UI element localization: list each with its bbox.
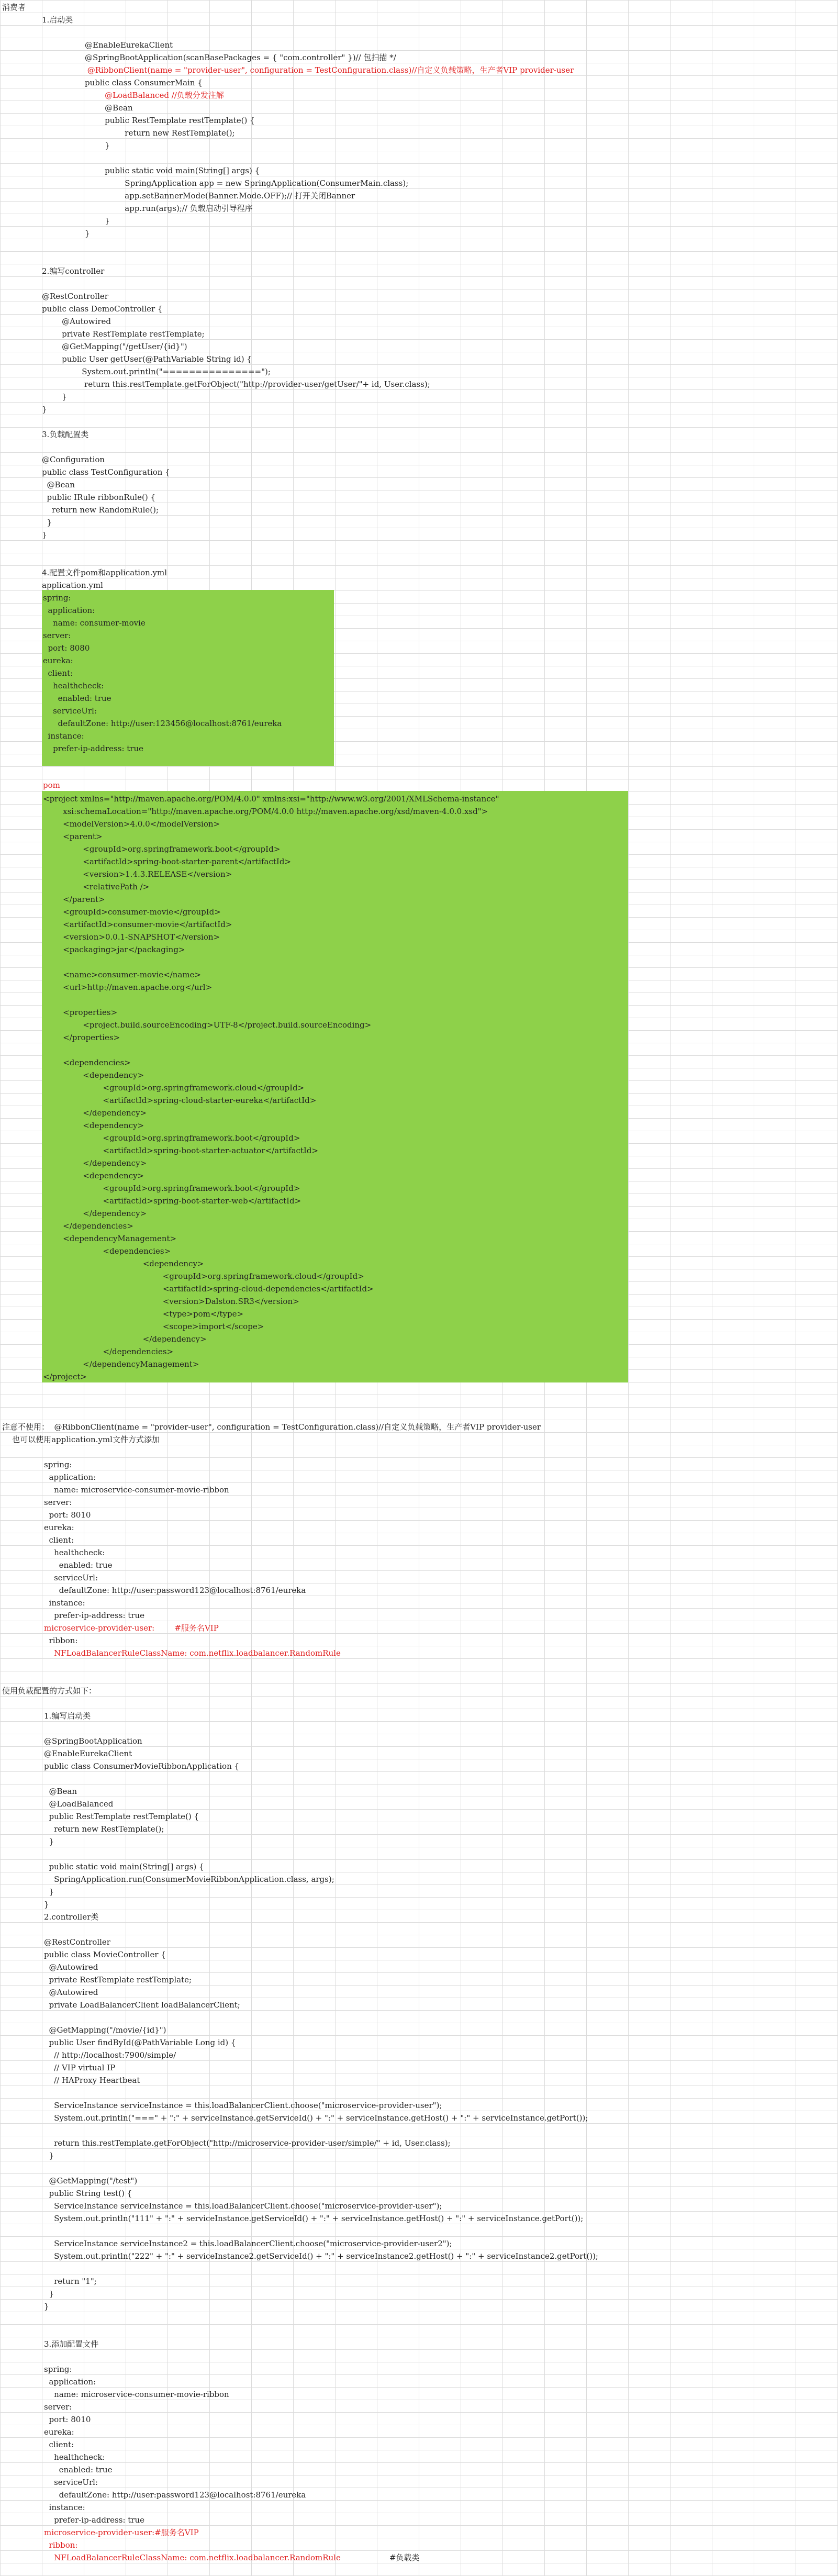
code-line: public class DemoController { (42, 304, 163, 314)
file-label: pom (43, 780, 60, 790)
yml-line: instance: (44, 2503, 85, 2512)
yml-line: defaultZone: http://user:password123@localhost:8761/eureka (44, 1586, 306, 1595)
code-line: @Autowired (44, 1988, 98, 1997)
yml-line: client: (43, 668, 73, 678)
code-line: @Autowired (42, 317, 111, 326)
pom-line: </parent> (43, 895, 105, 904)
code-line: public RestTemplate restTemplate() { (44, 1812, 199, 1821)
code-line: @LoadBalanced (44, 1799, 114, 1809)
code-line: public class ConsumerMain { (85, 78, 203, 87)
code-line: } (44, 1900, 49, 1909)
yml-line: port: 8010 (44, 1510, 91, 1520)
yml-line: name: microservice-consumer-movie-ribbon (44, 2390, 229, 2399)
code-line: public User findById(@PathVariable Long id) { (44, 2038, 236, 2047)
code-line: app.setBannerMode(Banner.Mode.OFF);// 打开关闭Banner (85, 191, 355, 200)
code-line: @GetMapping("/movie/{id}") (44, 2025, 166, 2035)
code-line: } (44, 2289, 54, 2299)
pom-line: <version>1.4.3.RELEASE</version> (43, 869, 232, 879)
yml-line: NFLoadBalancerRuleClassName: com.netflix.loadbalancer.RandomRule (44, 1648, 341, 1658)
yml-line: client: (44, 1535, 74, 1545)
code-line: } (42, 405, 47, 414)
code-line: @SpringBootApplication(scanBasePackages = { "com.controller" })// 包扫描 */ (85, 53, 396, 62)
yml-line: microservice-provider-user: #服务名VIP (44, 1623, 219, 1633)
code-line: return this.restTemplate.getForObject("http://provider-user/getUser/"+ id, User.class); (42, 380, 430, 389)
pom-line: </dependency> (43, 1158, 147, 1168)
code-line: } (85, 229, 90, 238)
pom-line: <dependency> (43, 1171, 144, 1180)
code-line: public class ConsumerMovieRibbonApplication { (44, 1761, 240, 1771)
yml-line: defaultZone: http://user:password123@localhost:8761/eureka (44, 2490, 306, 2500)
pom-line: <artifactId>consumer-movie</artifactId> (43, 920, 232, 929)
code-line: @SpringBootApplication (44, 1736, 142, 1746)
section-heading: 1.编写启动类 (44, 1711, 91, 1721)
pom-line: <artifactId>spring-cloud-dependencies</artifactId> (43, 1284, 374, 1293)
page-title: 消费者 (2, 3, 26, 12)
pom-line: </dependency> (43, 1209, 147, 1218)
code-line: @EnableEurekaClient (85, 40, 173, 50)
code-line: private RestTemplate restTemplate; (42, 329, 205, 339)
yml-line: name: microservice-consumer-movie-ribbon (44, 1485, 229, 1495)
code-line: // HAProxy Heartbeat (44, 2076, 140, 2085)
code-line: System.out.println("===" + ":" + serviceInstance.getServiceId() + ":" + serviceInstance.getHost() + ":" + serviceInstance.getPort()); (44, 2113, 588, 2123)
code-line: } (44, 1837, 54, 1846)
yml-line: serviceUrl: (43, 706, 97, 716)
pom-line: <artifactId>spring-cloud-starter-eureka</artifactId> (43, 1096, 317, 1105)
pom-line: <modelVersion>4.0.0</modelVersion> (43, 819, 220, 829)
yml-line: serviceUrl: (44, 1573, 98, 1582)
pom-line: <groupId>org.springframework.boot</groupId> (43, 844, 281, 854)
yml-line: name: consumer-movie (43, 618, 146, 628)
pom-line: <groupId>org.springframework.cloud</groupId> (43, 1272, 364, 1281)
code-line: // VIP virtual IP (44, 2063, 116, 2072)
pom-line: <artifactId>spring-boot-starter-web</artifactId> (43, 1196, 301, 1206)
pom-line: <properties> (43, 1008, 118, 1017)
code-line: } (44, 2151, 54, 2160)
yml-line: ribbon: (44, 1636, 78, 1645)
pom-line: <dependencies> (43, 1246, 171, 1256)
section-heading: 2.编写controller (42, 266, 105, 276)
code-line: // http://localhost:7900/simple/ (44, 2050, 176, 2060)
pom-line: <project xmlns="http://maven.apache.org/POM/4.0.0" xmlns:xsi="http://www.w3.org/2001/XMLSchema-instance" (43, 794, 499, 804)
yml-line: enabled: true (43, 694, 111, 703)
code-line: public String test() { (44, 2189, 132, 2198)
pom-line: <project.build.sourceEncoding>UTF-8</project.build.sourceEncoding> (43, 1020, 372, 1030)
yml-line: NFLoadBalancerRuleClassName: com.netflix.loadbalancer.RandomRule (44, 2553, 341, 2562)
pom-line: <groupId>org.springframework.boot</groupId> (43, 1133, 300, 1143)
yml-line: port: 8010 (44, 2415, 91, 2424)
code-line: public User getUser(@PathVariable String id) { (42, 354, 252, 364)
yml-line: healthcheck: (44, 1548, 105, 1557)
yml-line: prefer-ip-address: true (43, 744, 144, 753)
code-line: private RestTemplate restTemplate; (44, 1975, 192, 1984)
code-line: return "1"; (44, 2277, 97, 2286)
yml-comment: #负载类 (377, 2553, 420, 2562)
code-line: @RibbonClient(name = "provider-user", configuration = TestConfiguration.class)//自定义负载策略，生产者VIP provider-user (85, 65, 574, 75)
section-heading: 3.负载配置类 (42, 430, 89, 439)
code-line: public static void main(String[] args) { (44, 1862, 204, 1871)
yml-line: enabled: true (44, 1560, 113, 1570)
pom-line: <dependencyManagement> (43, 1234, 177, 1243)
code-line: return new RestTemplate(); (44, 1824, 164, 1834)
pom-line: </properties> (43, 1033, 120, 1042)
code-line: @RestController (42, 292, 108, 301)
yml-line: prefer-ip-address: true (44, 1611, 145, 1620)
yml-line: client: (44, 2440, 74, 2449)
code-line: } (42, 530, 47, 540)
code-line: app.run(args);// 负载启动引导程序 (85, 204, 253, 213)
code-line: private LoadBalancerClient loadBalancerClient; (44, 2000, 240, 2010)
pom-line: <dependency> (43, 1121, 144, 1130)
code-line: public class TestConfiguration { (42, 467, 170, 477)
pom-line: <scope>import</scope> (43, 1322, 264, 1331)
code-line: @Autowired (44, 1962, 98, 1972)
yml-line: defaultZone: http://user:123456@localhost:8761/eureka (43, 719, 282, 728)
pom-line: </dependency> (43, 1108, 147, 1118)
section-heading: 2.controller类 (44, 1912, 99, 1922)
yml-line: eureka: (44, 2427, 74, 2437)
pom-line: <artifactId>spring-boot-starter-parent</artifactId> (43, 857, 292, 866)
code-line: @EnableEurekaClient (44, 1749, 132, 1758)
section-heading: 1.启动类 (42, 15, 73, 25)
code-line: System.out.println("==============="); (42, 367, 271, 376)
code-line: } (85, 216, 110, 226)
pom-line: <type>pom</type> (43, 1309, 244, 1319)
pom-line: <artifactId>spring-boot-starter-actuator</artifactId> (43, 1146, 319, 1155)
pom-line: <relativePath /> (43, 882, 150, 891)
code-line: return new RandomRule(); (42, 505, 159, 515)
yml-line: server: (44, 1498, 72, 1507)
file-label: application.yml (42, 581, 103, 590)
code-line: } (44, 2302, 49, 2311)
code-line: } (85, 141, 110, 150)
yml-line: application: (44, 2377, 96, 2387)
code-line: System.out.println("111" + ":" + serviceInstance.getServiceId() + ":" + serviceInstance.getHost() + ":" + serviceInstance.getPort()); (44, 2214, 584, 2223)
yml-line: ribbon: (44, 2540, 78, 2550)
pom-line: <packaging>jar</packaging> (43, 945, 185, 954)
code-line: public static void main(String[] args) { (85, 166, 260, 175)
code-line: @Configuration (42, 455, 105, 464)
code-line: } (42, 518, 52, 527)
note-line: 也可以使用application.yml文件方式添加 (2, 1435, 160, 1444)
pom-line: <groupId>org.springframework.boot</groupId> (43, 1184, 300, 1193)
code-line: ServiceInstance serviceInstance = this.loadBalancerClient.choose("microservice-provider-user"); (44, 2201, 442, 2211)
pom-line: </dependencyManagement> (43, 1359, 199, 1369)
code-line: return this.restTemplate.getForObject("http://microservice-provider-user/simple/" + id, User.class); (44, 2138, 451, 2148)
pom-line: <url>http://maven.apache.org</url> (43, 983, 213, 992)
yml-line: healthcheck: (43, 681, 104, 690)
code-line: } (44, 1887, 54, 1897)
yml-line: spring: (44, 2365, 72, 2374)
pom-line: xsi:schemaLocation="http://maven.apache.org/POM/4.0.0 http://maven.apache.org/xsd/maven-4.0.0.xsd"> (43, 807, 488, 816)
yml-line: eureka: (43, 656, 73, 665)
pom-line: <dependency> (43, 1259, 204, 1268)
yml-line: eureka: (44, 1523, 74, 1532)
code-line: } (42, 392, 67, 402)
code-line: SpringApplication.run(ConsumerMovieRibbonApplication.class, args); (44, 1875, 334, 1884)
pom-line: <groupId>org.springframework.cloud</groupId> (43, 1083, 305, 1092)
code-line: System.out.println("222" + ":" + serviceInstance2.getServiceId() + ":" + serviceInstance2.getHost() + ":" + serviceInstance2.getPort()); (44, 2251, 598, 2261)
pom-line: </project> (43, 1372, 87, 1381)
code-line: @Bean (85, 103, 133, 113)
pom-line: <groupId>consumer-movie</groupId> (43, 907, 221, 917)
code-line: @LoadBalanced //负载分发注解 (85, 91, 224, 100)
yml-line: application: (43, 606, 95, 615)
section-title: 使用负载配置的方式如下： (2, 1686, 97, 1696)
pom-line: </dependency> (43, 1334, 207, 1344)
yml-line: prefer-ip-address: true (44, 2515, 145, 2525)
code-line: @RestController (44, 1937, 110, 1947)
code-line: @Bean (44, 1787, 77, 1796)
code-line: return new RestTemplate(); (85, 128, 235, 138)
code-line: ServiceInstance serviceInstance = this.loadBalancerClient.choose("microservice-provider-user"); (44, 2101, 442, 2110)
yml-line: serviceUrl: (44, 2478, 98, 2487)
yml-line: server: (44, 2402, 72, 2412)
code-line: public IRule ribbonRule() { (42, 493, 155, 502)
yml-line: instance: (43, 731, 84, 741)
yml-line: application: (44, 1473, 96, 1482)
yml-line: spring: (44, 1460, 72, 1469)
pom-line: <name>consumer-movie</name> (43, 970, 202, 979)
yml-line: microservice-provider-user:#服务名VIP (44, 2528, 199, 2537)
section-heading: 3.添加配置文件 (44, 2339, 99, 2349)
pom-line: </dependencies> (43, 1347, 174, 1356)
pom-line: <parent> (43, 832, 103, 841)
yml-line: instance: (44, 1598, 85, 1608)
pom-line: </dependencies> (43, 1221, 133, 1231)
pom-line: <dependencies> (43, 1058, 131, 1067)
code-line: public RestTemplate restTemplate() { (85, 116, 255, 125)
code-line: @GetMapping("/getUser/{id}") (42, 342, 187, 351)
yml-line: healthcheck: (44, 2452, 105, 2462)
code-line: @Bean (42, 480, 75, 489)
pom-line: <dependency> (43, 1070, 144, 1080)
note-line: 注意不使用： @RibbonClient(name = "provider-user", configuration = TestConfiguration.class)//自定义负载策略，生产者VIP provider-user (2, 1422, 541, 1432)
pom-line: <version>Dalston.SR3</version> (43, 1297, 299, 1306)
code-line: ServiceInstance serviceInstance2 = this.loadBalancerClient.choose("microservice-provider-user2"); (44, 2239, 452, 2248)
pom-line: <version>0.0.1-SNAPSHOT</version> (43, 932, 220, 942)
yml-line: spring: (43, 593, 71, 603)
code-line: SpringApplication app = new SpringApplication(ConsumerMain.class); (85, 179, 409, 188)
yml-line: port: 8080 (43, 643, 90, 653)
code-line: @GetMapping("/test") (44, 2176, 138, 2185)
yml-line: server: (43, 631, 71, 640)
section-heading: 4.配置文件pom和application.yml (42, 568, 167, 577)
code-line: public class MovieController { (44, 1950, 166, 1959)
yml-line: enabled: true (44, 2465, 113, 2474)
